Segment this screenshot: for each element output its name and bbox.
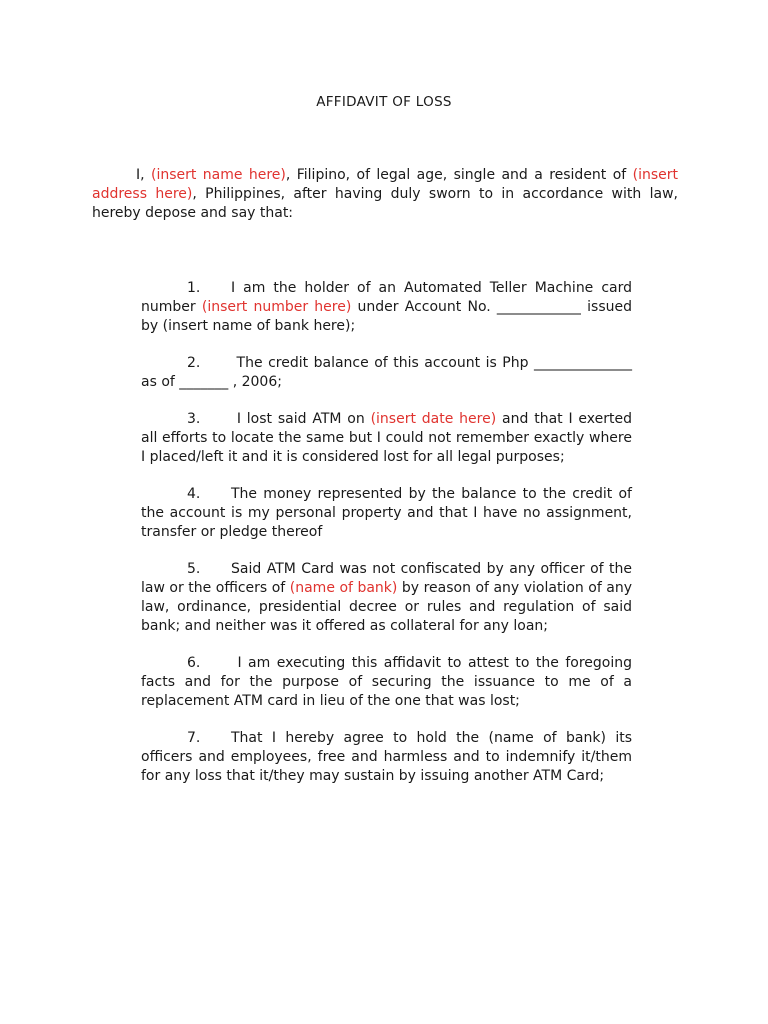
list-item — [141, 354, 632, 392]
intro-paragraph — [92, 166, 678, 223]
list-item — [141, 729, 632, 786]
item-number: 3. — [187, 411, 201, 427]
item-text: Said ATM Card was not confiscated by any officer of the law or the officers of — [141, 561, 632, 596]
numbered-list — [141, 279, 632, 804]
list-item — [141, 560, 632, 636]
item-number: 4. — [187, 486, 201, 502]
placeholder-name: (insert name here) — [150, 167, 286, 183]
item-text: I am the holder of an Automated Teller Machine card number — [141, 280, 632, 315]
intro-text-2: , Filipino, of legal age, single and a resident of — [285, 167, 633, 183]
placeholder-card-number: (insert number here) — [201, 299, 352, 315]
item-text: by reason of any violation of any law, ordinance, presidential decree or rules and regulation of said bank; and neither was it offered as collateral for any loan; — [141, 580, 633, 634]
list-item — [141, 410, 632, 467]
item-text: I lost said ATM on — [231, 411, 371, 427]
placeholder-date: (insert date here) — [370, 411, 497, 427]
item-text: That I hereby agree to hold the (name of bank) its officers and employees, free and harmless and to indemnify it/them for any loss that it/they may sustain by issuing another ATM Card; — [141, 730, 632, 784]
intro-text-3: , Philippines, after having duly sworn to in accordance with law, hereby depose and say that: — [92, 186, 678, 221]
placeholder-address: (insert address here) — [92, 167, 678, 202]
item-text: The money represented by the balance to the credit of the account is my personal property and that I have no assignment, transfer or pledge thereof — [141, 486, 632, 540]
item-text: and that I exerted all efforts to locate the same but I could not remember exactly where I placed/left it and it is considered lost for all legal purposes; — [141, 411, 633, 465]
document-title: AFFIDAVIT OF LOSS — [316, 94, 452, 110]
intro-text-1: I, — [136, 167, 151, 183]
list-item — [141, 279, 632, 336]
item-text: I am executing this affidavit to attest to the foregoing facts and for the purpose of securing the issuance to me of a replacement ATM card in lieu of the one that was lost; — [141, 655, 632, 709]
item-number: 1. — [187, 280, 201, 296]
item-number: 6. — [187, 655, 201, 671]
item-number: 5. — [187, 561, 201, 577]
item-text: under Account No. ____________ issued by (insert name of bank here); — [141, 299, 632, 334]
list-item — [141, 485, 632, 542]
list-item — [141, 654, 632, 711]
placeholder-bank-name: (name of bank) — [289, 580, 398, 596]
item-number: 2. — [187, 355, 201, 371]
item-text: The credit balance of this account is Php ______________ as of _______ , 2006; — [141, 355, 632, 390]
item-number: 7. — [187, 730, 201, 746]
